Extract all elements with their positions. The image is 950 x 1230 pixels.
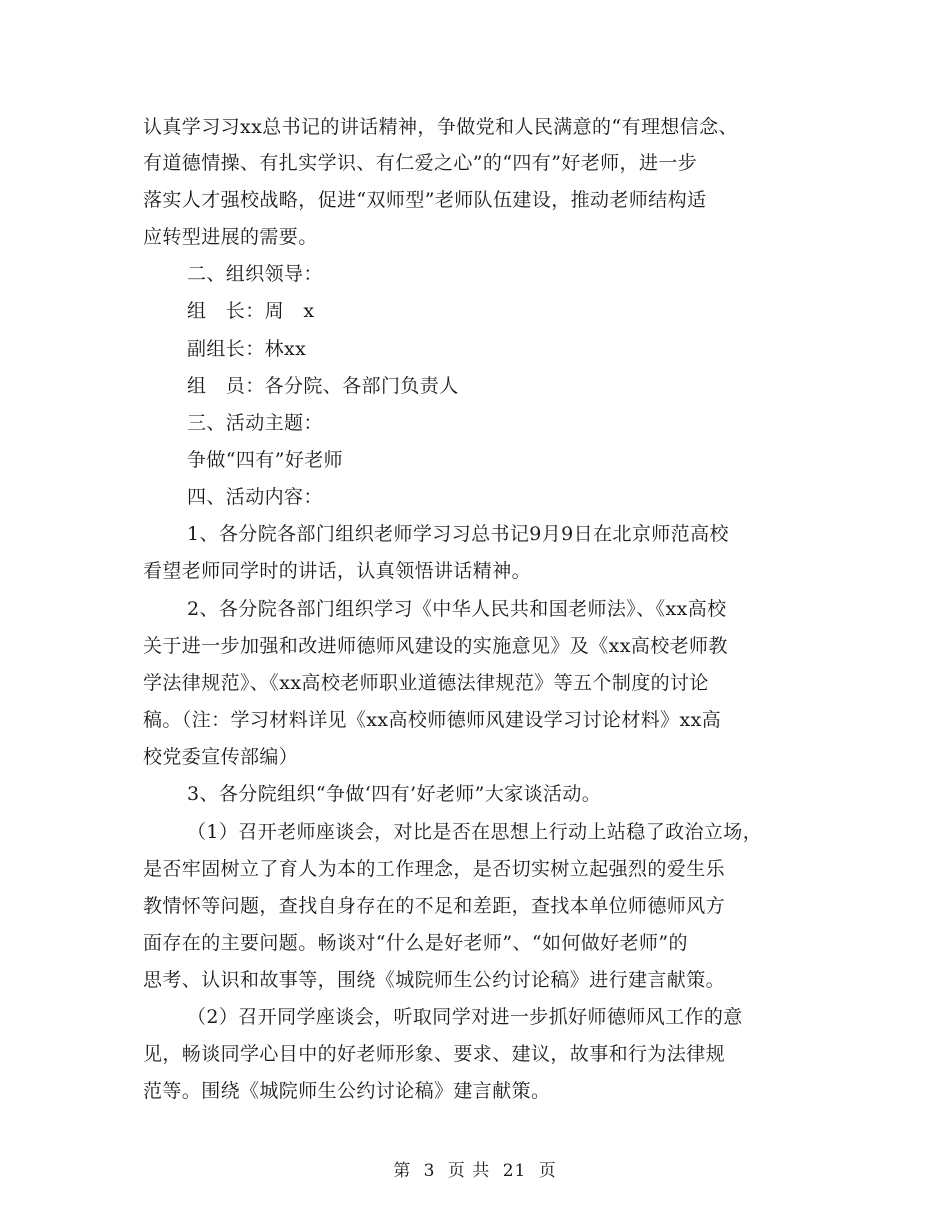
- body-line: 副组长：林xx: [187, 338, 307, 360]
- page-footer: [0, 1156, 950, 1181]
- body-line: （2）召开同学座谈会，听取同学对进一步抓好师德师风工作的意: [187, 1006, 743, 1028]
- body-line: 看望老师同学时的讲话，认真领悟讲话精神。: [143, 560, 532, 582]
- body-line: 范等。围绕《城院师生公约讨论稿》建言献策。: [143, 1080, 551, 1102]
- body-line: 落实人才强校战略，促进“双师型”老师队伍建设，推动老师结构适: [143, 189, 707, 211]
- body-line: 应转型进展的需要。: [143, 226, 318, 248]
- body-line: 面存在的主要问题。畅谈对“什么是好老师”、“如何做好老师”的: [143, 932, 688, 954]
- footer-total-pages: 21: [502, 1161, 527, 1181]
- body-line: 是否牢固树立了育人为本的工作理念，是否切实树立起强烈的爱生乐: [143, 858, 726, 880]
- footer-page-number: 3: [423, 1161, 436, 1181]
- body-line: 见，畅谈同学心目中的好老师形象、要求、建议，故事和行为法律规: [143, 1043, 726, 1065]
- body-line: 校党委宣传部编）: [143, 746, 299, 768]
- body-line: 稿。（注：学习材料详见《xx高校师德师风建设学习讨论材料》xx高: [143, 709, 722, 731]
- body-line: 二、组织领导：: [187, 263, 323, 285]
- body-line: 认真学习习xx总书记的讲话精神，争做党和人民满意的“有理想信念、: [143, 116, 738, 138]
- body-line: 学法律规范》、《xx高校老师职业道德法律规范》等五个制度的讨论: [143, 672, 709, 694]
- body-line: 争做“四有”好老师: [187, 449, 344, 471]
- body-line: 思考、认识和故事等，围绕《城院师生公约讨论稿》进行建言献策。: [143, 969, 726, 991]
- body-line: 教情怀等问题，查找自身存在的不足和差距，查找本单位师德师风方: [143, 895, 726, 917]
- body-line: 三、活动主题：: [187, 412, 323, 434]
- footer-suffix: 页: [538, 1161, 557, 1181]
- footer-middle: 页 共: [447, 1161, 491, 1181]
- body-line: 组 长：周 x: [187, 300, 315, 322]
- body-line: 1、各分院各部门组织老师学习习总书记9月9日在北京师范高校: [187, 523, 729, 545]
- body-line: 组 员：各分院、各部门负责人: [187, 375, 459, 397]
- body-line: 四、活动内容：: [187, 486, 323, 508]
- footer-prefix: 第: [393, 1161, 412, 1181]
- body-line: （1）召开老师座谈会，对比是否在思想上行动上站稳了政治立场，: [187, 821, 763, 843]
- body-line: 3、各分院组织“争做‘四有’好老师”大家谈活动。: [187, 783, 602, 805]
- body-line: 2、各分院各部门组织学习《中华人民共和国老师法》、《xx高校: [187, 598, 727, 620]
- body-line: 有道德情操、有扎实学识、有仁爱之心”的“四有”好老师，进一步: [143, 152, 698, 174]
- body-line: 关于进一步加强和改进师德师风建设的实施意见》及《xx高校老师教: [143, 635, 728, 657]
